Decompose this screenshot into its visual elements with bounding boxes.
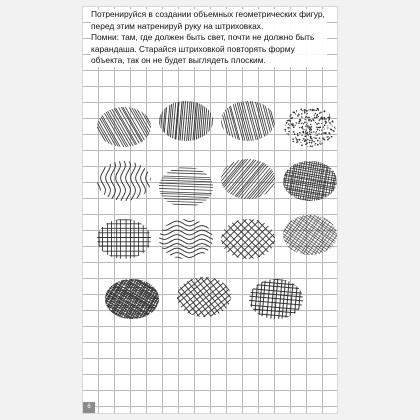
hatching-swatches: [83, 7, 338, 414]
instructions-text: [91, 9, 327, 67]
page-number-badge: 6: [83, 402, 95, 413]
hatch-swatch-stipple: [284, 108, 335, 148]
workbook-page: [82, 6, 338, 414]
hatch-swatch-vertical-waves: [96, 155, 156, 207]
instructions-paragraph-2: Помни: там, где должен быть свет, почти не должно быть карандаша. Старайся штриховкой повторять форму объекта, так он не будет выглядеть плоским.: [91, 32, 315, 66]
hatch-swatch-horizontal-waves: [154, 217, 218, 262]
instructions-paragraph-1: Потренируйся в создании объемных геометрических фигур, перед этим натренируй руку на штриховках.: [91, 9, 325, 31]
hatch-swatch-vertical: [122, 56, 252, 186]
